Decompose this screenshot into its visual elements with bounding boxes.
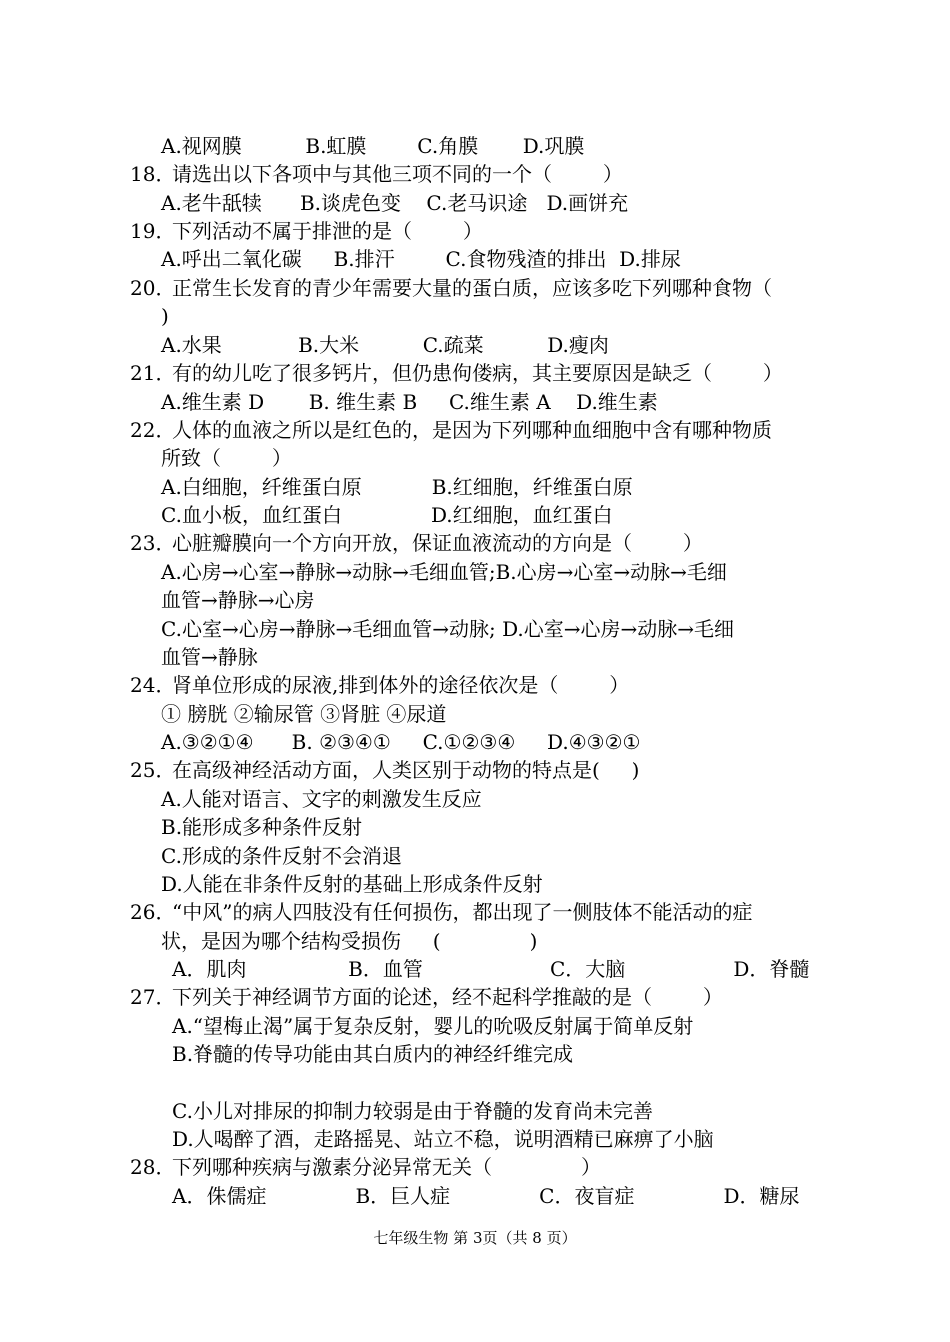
question-number: 26． bbox=[130, 900, 176, 924]
question-text: 下列哪种疾病与激素分泌异常无关（ ） bbox=[172, 1155, 602, 1179]
q25-option-a: A.人能对语言、文字的刺激发生反应 bbox=[161, 787, 482, 811]
question-number: 28． bbox=[130, 1155, 176, 1179]
q26-options: A．肌肉 B．血管 C．大脑 D．脊髓 bbox=[172, 957, 810, 981]
question-18 bbox=[130, 160, 623, 188]
question-21 bbox=[130, 359, 783, 387]
q18-options: A.老牛舐犊 B.谈虎色变 C.老马识途 D.画饼充 bbox=[161, 191, 629, 215]
question-number: 18． bbox=[130, 162, 176, 186]
q23-options-ab: A.心房→心室→静脉→动脉→毛细血管;B.心房→心室→动脉→毛细 bbox=[161, 560, 727, 584]
question-27 bbox=[130, 983, 723, 1011]
question-number: 19． bbox=[130, 219, 176, 243]
q24-options: A.③②①④ B. ②③④① C.①②③④ D.④③②① bbox=[161, 730, 641, 754]
question-number: 25． bbox=[130, 758, 176, 782]
question-19 bbox=[130, 217, 483, 245]
q25-option-d: D.人能在非条件反射的基础上形成条件反射 bbox=[161, 872, 543, 896]
question-number: 27． bbox=[130, 985, 176, 1009]
question-24 bbox=[130, 671, 629, 699]
q19-options: A.呼出二氧化碳 B.排汗 C.食物残渣的排出 D.排尿 bbox=[161, 247, 681, 271]
q24-items: ① 膀胱 ②输尿管 ③肾脏 ④尿道 bbox=[161, 702, 447, 726]
question-26 bbox=[130, 898, 752, 926]
question-26-cont: 状，是因为哪个结构受损伤 ( ) bbox=[161, 929, 538, 953]
q23-options-ab-cont: 血管→静脉→心房 bbox=[161, 588, 315, 612]
q21-options: A.维生素 D B. 维生素 B C.维生素 A D.维生素 bbox=[161, 390, 658, 414]
q22-options-cd: C.血小板，血红蛋白 D.红细胞，血红蛋白 bbox=[161, 503, 613, 527]
q17-options: A.视网膜 B.虹膜 C.角膜 D.巩膜 bbox=[161, 134, 585, 158]
question-text: 请选出以下各项中与其他三项不同的一个（ ） bbox=[172, 162, 623, 186]
q22-options-ab: A.白细胞，纤维蛋白原 B.红细胞，纤维蛋白原 bbox=[161, 475, 633, 499]
q27-option-c: C.小儿对排尿的抑制力较弱是由于脊髓的发育尚未完善 bbox=[172, 1099, 653, 1123]
question-20-cont: ) bbox=[161, 304, 169, 328]
question-number: 24． bbox=[130, 673, 176, 697]
question-text: 心脏瓣膜向一个方向开放，保证血液流动的方向是（ ） bbox=[172, 531, 703, 555]
q23-options-cd-cont: 血管→静脉 bbox=[161, 645, 258, 669]
question-text: 下列活动不属于排泄的是（ ） bbox=[172, 219, 483, 243]
page-footer: 七年级生物 第 3页（共 8 页） bbox=[373, 1229, 577, 1247]
question-text: 有的幼儿吃了很多钙片，但仍患佝偻病，其主要原因是缺乏（ ） bbox=[172, 361, 783, 385]
question-number: 21． bbox=[130, 361, 176, 385]
question-22 bbox=[130, 416, 772, 444]
question-text: 人体的血液之所以是红色的，是因为下列哪种血细胞中含有哪种物质 bbox=[172, 418, 772, 442]
question-number: 23． bbox=[130, 531, 176, 555]
q27-option-a: A.“望梅止渴”属于复杂反射，婴儿的吮吸反射属于简单反射 bbox=[172, 1014, 694, 1038]
q20-options: A.水果 B.大米 C.疏菜 D.瘦肉 bbox=[161, 333, 609, 357]
question-23 bbox=[130, 529, 703, 557]
question-text: 肾单位形成的尿液,排到体外的途径依次是（ ） bbox=[172, 673, 630, 697]
question-text: “中风”的病人四肢没有任何损伤，都出现了一侧肢体不能活动的症 bbox=[172, 900, 753, 924]
question-20 bbox=[130, 274, 772, 302]
question-22-cont: 所致（ ） bbox=[161, 446, 292, 470]
question-25 bbox=[130, 756, 639, 784]
question-number: 22． bbox=[130, 418, 176, 442]
q25-option-b: B.能形成多种条件反射 bbox=[161, 815, 363, 839]
q23-options-cd: C.心室→心房→静脉→毛细血管→动脉; D.心室→心房→动脉→毛细 bbox=[161, 617, 735, 641]
q28-options: A．侏儒症 B．巨人症 C．夜盲症 D．糖尿 bbox=[172, 1184, 800, 1208]
q27-option-b: B.脊髓的传导功能由其白质内的神经纤维完成 bbox=[172, 1042, 574, 1066]
question-number: 20． bbox=[130, 276, 176, 300]
q25-option-c: C.形成的条件反射不会消退 bbox=[161, 844, 402, 868]
question-28 bbox=[130, 1153, 601, 1181]
question-text: 正常生长发育的青少年需要大量的蛋白质，应该多吃下列哪种食物（ bbox=[172, 276, 772, 300]
q27-option-d: D.人喝醉了酒，走路摇晃、站立不稳，说明酒精已麻痹了小脑 bbox=[172, 1127, 714, 1151]
question-text: 下列关于神经调节方面的论述，经不起科学推敲的是（ ） bbox=[172, 985, 723, 1009]
question-text: 在高级神经活动方面，人类区别于动物的特点是( ) bbox=[172, 758, 640, 782]
